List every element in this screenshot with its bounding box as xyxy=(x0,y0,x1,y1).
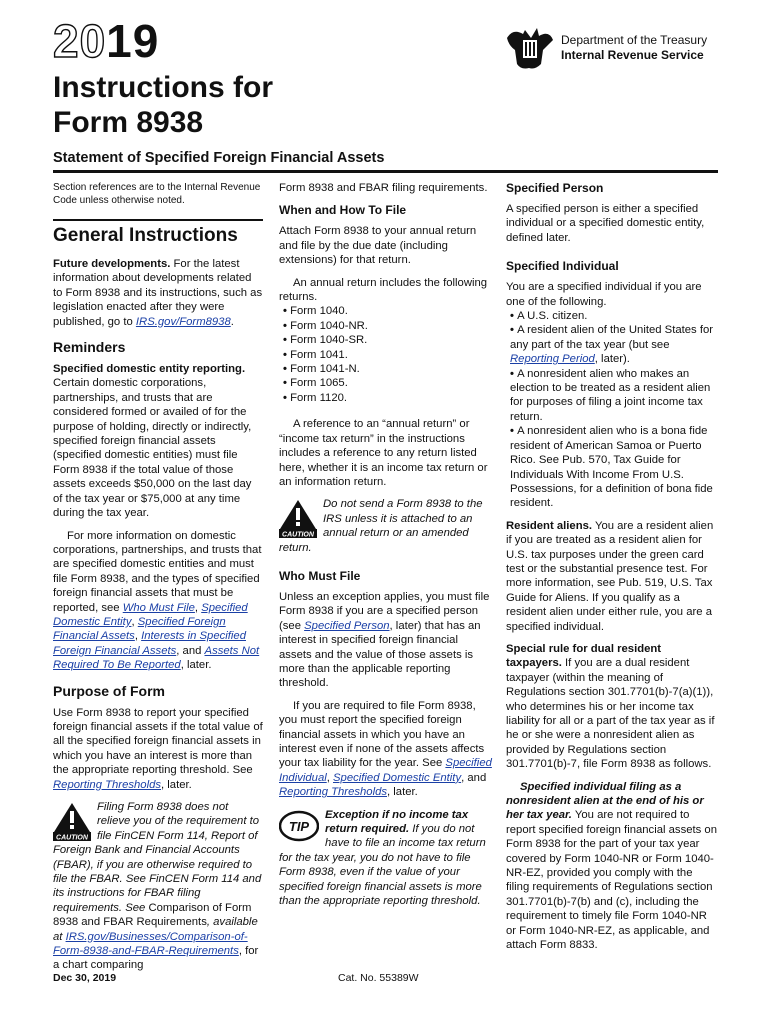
reporting-period-link[interactable]: Reporting Period xyxy=(510,353,595,366)
list-item: • Form 1040-NR. xyxy=(283,319,493,333)
assets-not-required-link[interactable]: Assets Not Required To Be Reported xyxy=(53,644,260,672)
more-information-paragraph: For more information on domestic corporations, partnerships, and trusts that are specified domestic entities and must file Form 8938, and the types of specified foreign financial assets that must be reported, see Who Must File, Specified Domestic Entity, Specified Foreign Financial Assets, Interests in Specified Foreign Financial Assets, and Assets Not Required To Be Reported, later. xyxy=(53,529,262,672)
fbar-continuation: Form 8938 and FBAR filing requirements. xyxy=(279,182,488,194)
return-list xyxy=(279,304,493,405)
list-item: • A U.S. citizen. xyxy=(510,309,718,323)
column-1 xyxy=(53,181,263,981)
specified-person-link[interactable]: Specified Person xyxy=(304,619,390,632)
comparison-link[interactable]: IRS.gov/Businesses/Comparison-of-Form-8938-and-FBAR-Requirements xyxy=(53,930,248,958)
tip-icon xyxy=(279,810,319,842)
column-2 xyxy=(279,181,493,916)
title-line-2: Form 8938 xyxy=(53,106,204,139)
form-year xyxy=(53,16,159,66)
list-item: • Form 1040-SR. xyxy=(283,333,493,347)
caution-icon xyxy=(279,499,317,539)
attach-caution: CAUTION Do not send a Form 8938 to the IRS unless it is attached to an annual return or an amended return. xyxy=(279,498,483,554)
who-must-file-paragraph: Unless an exception applies, you must file Form 8938 if you are a specified person (see Specified Person, later) that has an interest in specified foreign financial assets and the value of those assets is more than the applicable reporting threshold. xyxy=(279,590,490,690)
individual-list xyxy=(506,309,718,511)
list-item: • Form 1041. xyxy=(283,348,493,362)
year-solid: 19 xyxy=(106,15,160,67)
footer-date: Dec 30, 2019 xyxy=(53,972,117,984)
reference-paragraph: A reference to an “annual return” or “income tax return” in the instructions includes a reference to any return listed here, whether it is an income tax return or an information return. xyxy=(279,418,488,488)
list-item: • Form 1040. xyxy=(283,304,493,318)
specified-foreign-financial-assets-link[interactable]: Specified Foreign Financial Assets xyxy=(53,615,226,643)
agency-irs: Internal Revenue Service xyxy=(561,48,704,62)
column-3 xyxy=(506,181,718,961)
list-item: • A nonresident alien who makes an election to be treated as a resident alien for purposes of filing a joint income tax return. xyxy=(510,367,718,425)
list-item: • A resident alien of the United States for any part of the tax year (but see Reporting Period, later). xyxy=(510,323,718,366)
section-references: Section references are to the Internal Revenue Code unless otherwise noted. xyxy=(53,182,261,206)
list-item: • Form 1120. xyxy=(283,391,493,405)
no-return-tip: TIP Exception if no income tax return required. If you do not have to file an income tax return for the tax year, you do not have to file Form 8938, even if the value of your specified foreign financial assets is more than the appropriate reporting threshold. xyxy=(279,808,486,908)
title-line-1: Instructions for xyxy=(53,71,274,104)
page-subtitle: Statement of Specified Foreign Financial Assets xyxy=(53,150,385,166)
year-outline: 20 xyxy=(53,15,107,67)
specified-domestic-entity-link[interactable]: Specified Domestic Entity xyxy=(53,601,248,628)
reminders-heading: Reminders xyxy=(53,339,126,356)
purpose-of-form-heading: Purpose of Form xyxy=(53,682,166,699)
specified-person-paragraph: A specified person is either a specified individual or a specified domestic entity, defined later. xyxy=(506,203,705,244)
when-how-heading: When and How To File xyxy=(279,203,407,218)
reporting-thresholds-link[interactable]: Reporting Thresholds xyxy=(279,786,388,799)
list-item: • Form 1041-N. xyxy=(283,362,493,376)
reporting-thresholds-link[interactable]: Reporting Thresholds xyxy=(53,778,162,791)
irs-eagle-logo-icon xyxy=(503,24,557,74)
who-must-file-link[interactable]: Who Must File xyxy=(122,601,195,614)
specified-domestic-entity-paragraph: Specified domestic entity reporting. Certain domestic corporations, partnerships, and trusts that are considered formed or availed of for the purpose of holding, directly or indirectly, specified foreign financial assets (specified domestic entities) must file Form 8938 if the total value of those assets exceeds $50,000 on the last day of the tax year or $75,000 at any time during the tax year. xyxy=(53,363,252,520)
caution-label: CAUTION xyxy=(282,531,314,539)
header-rule xyxy=(53,170,718,173)
specified-individual-link[interactable]: Specified Individual xyxy=(279,757,492,784)
interests-link[interactable]: Interests in Specified Foreign Financial Assets xyxy=(53,630,246,657)
purpose-paragraph: Use Form 8938 to report your specified foreign financial assets if the total value of all the specified foreign financial assets in which you have an interest is more than the appropriate reporting threshold. See Reporting Thresholds, later. xyxy=(53,706,263,791)
fbar-caution: CAUTION Filing Form 8938 does not relieve you of the requirement to file FinCEN Form 114, Report of Foreign Bank and Financial Accounts (FBAR), if you are otherwise required to file the FBAR. See FinCEN Form 114 and its instructions for FBAR filing requirements. See Comparison of Form 8938 and FBAR Requirements, available at IRS.gov/Businesses/Comparison-of-Form-8938-and-FBAR-Requirements, for a chart comparing xyxy=(53,801,262,972)
list-item: • A nonresident alien who is a bona fide resident of American Samoa or Puerto Rico. See Pub. 570, Tax Guide for Individuals With Income From U.S. Possessions, for a definition of bona fide resident. xyxy=(510,424,718,510)
annual-return-intro: An annual return includes the following returns. xyxy=(279,276,488,304)
irs-form8938-link[interactable]: IRS.gov/Form8938 xyxy=(135,315,231,328)
future-developments-paragraph: Future developments. For the latest information about developments related to Form 8938 and its instructions, such as legislation enacted after they were published, go to IRS.gov/Form8938. xyxy=(53,258,263,328)
specified-individual-intro: You are a specified individual if you are one of the following. xyxy=(506,281,702,308)
specified-person-heading: Specified Person xyxy=(506,181,604,195)
list-item: • Form 1065. xyxy=(283,376,493,390)
specified-individual-heading: Specified Individual xyxy=(506,259,619,274)
dual-resident-paragraph: Special rule for dual resident taxpayers. If you are a dual resident taxpayer (within the meaning of Regulations section 301.7701(b)-7(a)(1)), who determines his or her income tax liability for all or a part of the tax year as if he or she were a nonresident alien as provided by Regulations section 301.7701(b)-7, file Form 8938 as follows. xyxy=(506,642,715,771)
nonresident-end-paragraph: Specified individual filing as a nonresident alien at the end of his or her tax year. You are not required to report specified foreign financial assets on Form 8938 for the part of your tax year covered by Form 1040-NR or Form 1040-NR-EZ, provided you comply with the filing requirements of Regulations section 301.7701(b)-7(b) and (c), including the requirement to timely file Form 1040-NR or Form 1040-NR-EZ, as applicable, and attach Form 8833. xyxy=(506,780,717,952)
caution-icon xyxy=(53,802,91,842)
general-instructions-heading: General Instructions xyxy=(53,219,263,247)
report-assets-paragraph: If you are required to file Form 8938, you must report the specified foreign financial assets in which you have an interest even if none of the assets affects your tax liability for the year. See Specified Individual, Specified Domestic Entity, and Reporting Thresholds, later. xyxy=(279,699,492,799)
agency-block xyxy=(561,33,707,63)
who-must-file-heading: Who Must File xyxy=(279,568,361,583)
footer-catalog-number: Cat. No. 55389W xyxy=(338,972,419,984)
caution-label: CAUTION xyxy=(56,834,88,842)
agency-department: Department of the Treasury xyxy=(561,33,708,47)
tip-label: TIP xyxy=(288,818,310,834)
resident-aliens-paragraph: Resident aliens. You are a resident alien if you are treated as a resident alien for U.S. tax purposes under the green card test or the substantial presence test. For more information, see Pub. 519, U.S. Tax Guide for Aliens. If you qualify as a resident alien under either rule, you are a specified individual. xyxy=(506,519,714,633)
when-how-paragraph: Attach Form 8938 to your annual return and file by the due date (including extensions) for that return. xyxy=(279,225,477,267)
specified-domestic-entity-link[interactable]: Specified Domestic Entity xyxy=(333,771,462,784)
page-title xyxy=(53,70,273,140)
